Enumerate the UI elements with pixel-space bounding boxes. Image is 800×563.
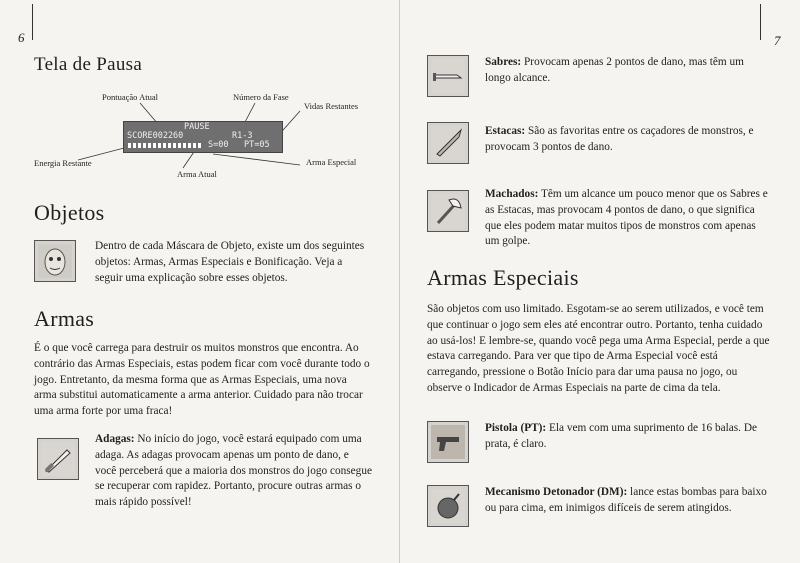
pistol-paragraph	[485, 421, 768, 453]
label-current-weapon: Arma Atual	[177, 169, 217, 179]
axe-icon	[427, 190, 469, 232]
hud-ammo: S=00	[208, 140, 229, 150]
label-lives-remaining: Vidas Restantes	[304, 101, 359, 111]
sabre-icon	[427, 55, 469, 97]
special-weapons-paragraph: São objetos com uso limitado. Esgotam-se ao serem utilizados, e você tem que continuar o jogo sem eles até encontrar outro. Portanto, tenha cuidado ao usá-los! E lembre-se, quando você pega uma Arma Especial, perde a que estava carregando. Para ver que tipo de Arma Especial você está carregando, pressione o Botão Início para dar uma pausa no jogo, ou observe o Indicador de Armas Especiais na parte de cima da tela.	[427, 303, 770, 394]
label-stage-number: Número da Fase	[233, 92, 289, 102]
stakes-paragraph	[485, 124, 768, 156]
label-energy-remaining: Energia Restante	[34, 158, 92, 168]
dagger-paragraph	[95, 432, 372, 511]
stakes-text: São as favoritas entre os caçadores de monstros, e provocam 3 pontos de dano.	[485, 125, 754, 153]
hud-lives: PT=05	[244, 140, 270, 150]
page-number-left: 6	[18, 30, 25, 45]
hud-stage: R1-3	[232, 131, 253, 141]
axes-name: Machados:	[485, 188, 539, 200]
sabres-paragraph	[485, 55, 768, 87]
label-special-weapon: Arma Especial	[306, 157, 357, 167]
pistol-name: Pistola (PT):	[485, 422, 547, 434]
axes-paragraph	[485, 187, 768, 250]
dagger-name: Adagas:	[95, 433, 135, 445]
axes-text: Têm um alcance um pouco menor que os Sabres e as Estacas, mas provocam 4 pontos de dano, o que significa que eles podem matar muitos tipos de monstros com apenas um golpe.	[485, 188, 768, 248]
weapons-paragraph: É o que você carrega para destruir os muitos monstros que encontra. Ao contrário das Armas Especiais, estas podem ficar com você durante todo o jogo. Entretanto, da mesma forma que as Armas Especiais, uma nova arma substitui automaticamente a arma anterior. Cuidado para não trocar uma arma forte por uma fraca!	[34, 342, 370, 418]
special-weapons-heading: Armas Especiais	[427, 265, 579, 290]
label-current-score: Pontuação Atual	[102, 92, 158, 102]
weapons-heading: Armas	[34, 306, 95, 331]
mask-face-icon	[34, 240, 76, 282]
hud-screenshot	[123, 121, 283, 153]
bomb-icon	[427, 485, 469, 527]
sabres-text: Provocam apenas 2 pontos de dano, mas têm um longo alcance.	[485, 56, 744, 84]
hud-pause-text: PAUSE	[184, 122, 210, 132]
right-page	[400, 0, 800, 563]
bomb-paragraph	[485, 485, 768, 517]
dagger-text: No início do jogo, você estará equipado com uma adaga. As adagas provocam apenas um ponto de dano, e você perceberá que a maioria dos monstros do jogo consegue se recuperar com rapidez. Portanto, procure outras armas o mais rápido possível!	[95, 433, 372, 509]
bomb-text: lance estas bombas para baixo ou para cima, em inimigos difíceis de serem atingidos.	[485, 486, 767, 514]
margin-rule-right	[760, 4, 761, 40]
pistol-icon	[427, 421, 469, 463]
stake-icon	[427, 122, 469, 164]
stakes-name: Estacas:	[485, 125, 526, 137]
hud-energy-bar	[128, 143, 202, 148]
hud-score: SCORE002260	[127, 131, 184, 141]
page-number-right: 7	[774, 33, 781, 48]
bomb-name: Mecanismo Detonador (DM):	[485, 486, 628, 498]
dagger-icon	[37, 438, 79, 480]
objects-paragraph: Dentro de cada Máscara de Objeto, existe um dos seguintes objetos: Armas, Armas Especiais e Bonificação. Veja a seguir uma explicação sobre esses objetos.	[95, 240, 365, 284]
objects-heading: Objetos	[34, 200, 105, 225]
sabres-name: Sabres:	[485, 56, 522, 68]
pistol-text: Ela vem com uma suprimento de 16 balas. De prata, é claro.	[485, 422, 758, 450]
pause-screen-heading: Tela de Pausa	[34, 54, 143, 75]
